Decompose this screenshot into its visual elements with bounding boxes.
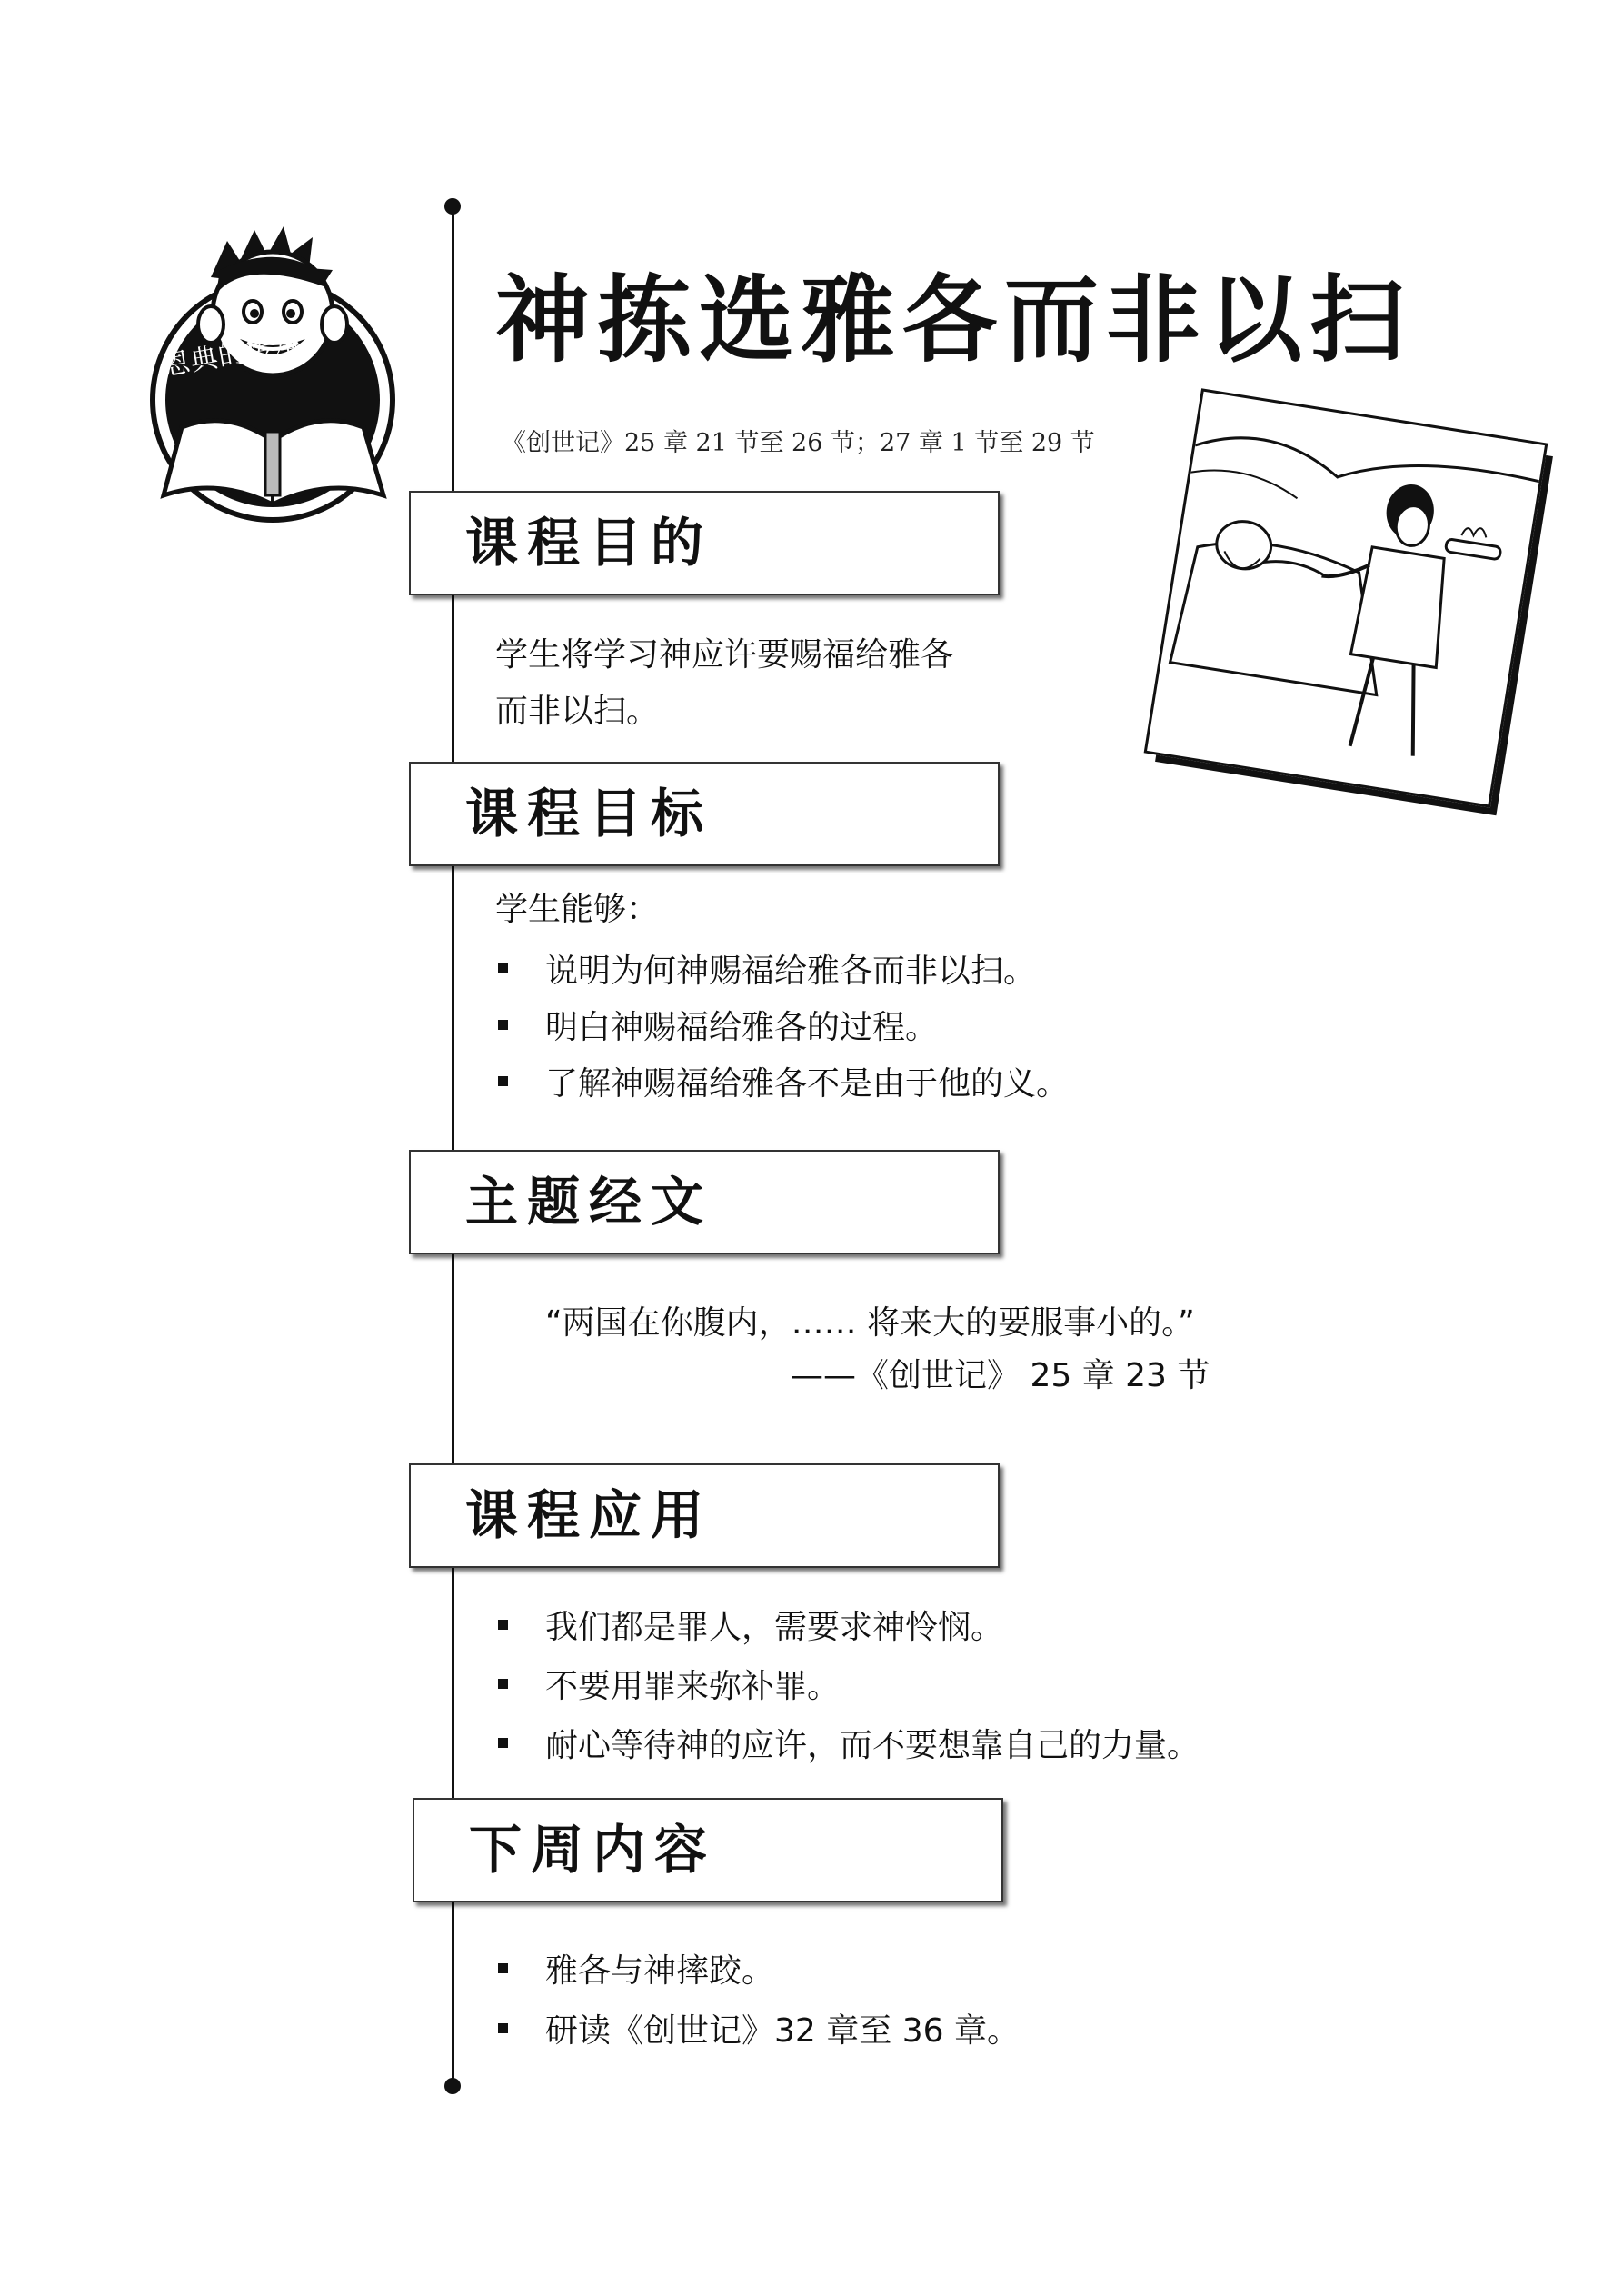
purpose-text: [495, 627, 953, 740]
bullet-icon: [498, 1963, 508, 1973]
bullet-icon: [498, 1620, 508, 1630]
list-item-text: 不要用罪来弥补罪。: [545, 1668, 841, 1705]
section-title: 下周内容: [469, 1819, 717, 1881]
bullet-icon: [498, 1738, 508, 1748]
bullet-icon: [498, 2023, 508, 2033]
list-item-text: 说明为何神赐福给雅各而非以扫。: [545, 953, 1037, 990]
scripture-reference: 《创世记》25 章 21 节至 26 节；27 章 1 节至 29 节: [502, 429, 1095, 457]
list-item-text: 雅各与神摔跤。: [545, 1952, 775, 1990]
section-header-objectives: [409, 762, 1000, 866]
timeline-dot-bottom: [444, 2078, 461, 2094]
illustration-frame: [1144, 388, 1548, 807]
purpose-line: 学生将学习神应许要赐福给雅各: [495, 636, 954, 674]
list-item-text: 了解神赐福给雅各不是由于他的义。: [545, 1065, 1070, 1103]
key-verse-quote: “两国在你腹内，…… 将来大的要服事小的。”: [545, 1304, 1195, 1342]
section-title: 主题经文: [465, 1171, 713, 1233]
section-title: 课程目标: [465, 783, 713, 844]
bullet-icon: [498, 1076, 508, 1086]
page-title: 神拣选雅各而非以扫: [495, 264, 1412, 375]
section-header-key-verse: [409, 1150, 1000, 1254]
section-title: 课程应用: [465, 1484, 713, 1546]
section-header-purpose: [409, 491, 1000, 595]
section-header-application: [409, 1463, 1000, 1568]
purpose-line: 而非以扫。: [495, 693, 660, 730]
timeline-dot-top: [444, 198, 461, 215]
logo-label: 恩典的传承: [160, 326, 304, 384]
section-header-next-week: [413, 1798, 1003, 1902]
bullet-icon: [498, 1020, 508, 1030]
key-verse-reference: ——《创世记》 25 章 23 节: [791, 1357, 1210, 1394]
section-title: 课程目的: [465, 512, 713, 574]
bullet-icon: [498, 963, 508, 973]
list-item-text: 明白神赐福给雅各的过程。: [545, 1009, 939, 1046]
objectives-intro: 学生能够：: [495, 891, 660, 928]
list-item-text: 耐心等待神的应许，而不要想靠自己的力量。: [545, 1727, 1200, 1764]
bullet-icon: [498, 1679, 508, 1689]
jacob-blessed-by-isaac-illustration: [1147, 392, 1545, 805]
list-item-text: 我们都是罪人，需要求神怜悯。: [545, 1609, 1004, 1646]
list-item-text: 研读《创世记》32 章至 36 章。: [545, 2012, 1020, 2050]
